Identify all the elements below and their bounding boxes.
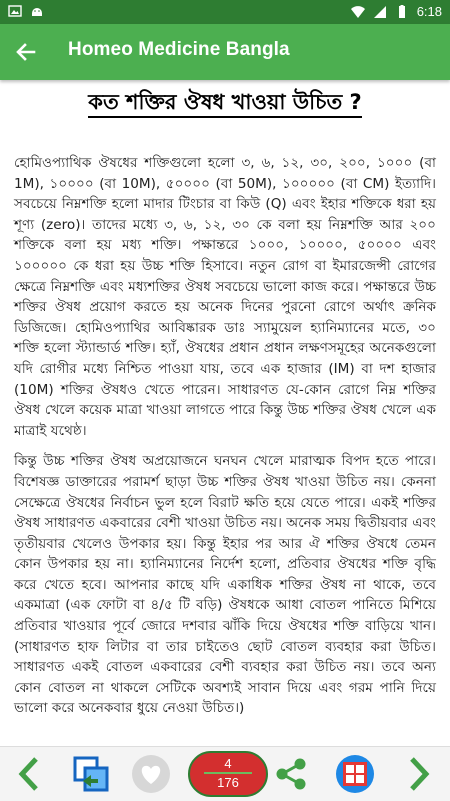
signal-icon [373, 5, 387, 19]
favorite-button[interactable] [130, 753, 172, 795]
share-icon [273, 756, 309, 792]
wifi-icon [351, 5, 365, 19]
total-page-count: 176 [217, 775, 239, 790]
app-title: Homeo Medicine Bangla [68, 39, 290, 60]
article-heading [0, 86, 450, 121]
status-time: 6:18 [416, 4, 442, 19]
bottom-toolbar [0, 746, 450, 801]
article-content[interactable] [0, 80, 450, 746]
app-bar [0, 24, 450, 80]
grid-menu-icon [334, 753, 376, 795]
battery-icon [395, 5, 409, 19]
heart-icon [130, 753, 172, 795]
share-button[interactable] [270, 753, 312, 795]
article-paragraph-1: হোমিওপ্যাথিক ঔষধের শক্তিগুলো হলো ৩, ৬, ১২, ৩০, ২০০, ১০০০ (বা 1M), ১০০০০ (বা 10M), ৫০০০০ (বা 50M), ১০০০০০ (বা CM) ইত্যাদি। সবচেয়ে নিম্নশক্তি হলো মাদার টিংচার বা কিউ (Q) এবং ইহার শক্তিকে ধরা হয় শূণ্য (zero)। তাদের মধ্যে ৩, ৬, ১২, ৩০ কে বলা হয় নিম্নশক্তি আর ২০০ শক্তিকে বলা হয় মধ্য শক্তি। পক্ষান্তরে ১০০০, ১০০০০, ৫০০০০ এবং ১০০০০০ কে ধরা হয় উচ্চ শক্তি হিসাবে। নতুন রোগ বা ইমারজেন্সী রোগের ক্ষেত্রে নিম্নশক্তি এবং মধ্যশক্তির ঔষধ সবচেয়ে ভালো কাজ করে। পক্ষান্তরে উচ্চ শক্তির ঔষধ প্রয়োগ করতে হয় অনেক দিনের পুরনো রোগে অর্থাৎ ক্রনিক ডিজিজে। হোমিওপ্যাথির আবিষ্কারক ডাঃ স্যামুয়েল হ্যানিম্যানের মতে, ৩০ শক্তি হলো স্ট্যান্ডার্ড শক্তি। হ্যাঁ, ঔষধের প্রধান প্রধান লক্ষণসমূহের অনেকগুলো যদি রোগীর মধ্যে নিশ্চিত পাওয়া যায়, তবে এক হাজার (IM) বা দশ হাজার (10M) শক্তির ঔষধও খেতে পারেন। সাধারণত যে-কোন রোগে নিম্ন শক্তির ঔষধ খেলে কয়েক মাত্রা খাওয়া লাগতে পারে কিন্তু উচ্চ শক্তির ঔষধ খেলে এক মাত্রাই যথেষ্ঠ। [14, 155, 436, 439]
menu-grid-button[interactable] [334, 753, 376, 795]
counter-divider [204, 772, 252, 774]
chevron-right-icon [404, 755, 434, 793]
chevron-left-icon [14, 755, 44, 793]
page-counter [188, 751, 268, 797]
copy-button[interactable] [70, 753, 112, 795]
previous-button[interactable] [8, 753, 50, 795]
article-paragraph-2: কিন্তু উচ্চ শক্তির ঔষধ অপ্রয়োজনে ঘনঘন খেলে মারাত্মক বিপদ হতে পারে। বিশেষজ্ঞ ডাক্তারের পরামর্শ ছাড়া উচ্চ শক্তির ঔষধ খাওয়া উচিত নয়। কেননা সেক্ষেত্রে ঔষধের নির্বাচন ভুল হলে বিরাট ক্ষতি হয়ে যেতে পারে। একই শক্তির ঔষধ সাধারণত একবারের বেশী খাওয়া উচিত নয়। অনেক সময় দ্বিতীয়বার এবং তৃতীয়বার খেলেও উপকার হয়। কিন্তু ইহার পর আর ঐ শক্তির ঔষধে তেমন কোন উপকার হয় না। হ্যানিম্যানের নির্দেশ হলো, প্রতিবার ঔষধের শক্তি বৃদ্ধি করে খেতে হবে। আপনার কাছে যদি একাধিক শক্তির ঔষধ না থাকে, তবে একমাত্রা (এক ফোটা বা ৪/৫ টি বড়ি) ঔষধকে আধা বোতল পানিতে মিশিয়ে প্রতিবার খাওয়ার পূর্বে জোরে দশবার ঝাঁকি দিয়ে ঔষধের শক্তি বাড়িয়ে খান। (সাধারণত হাফ লিটার বা তার চাইতেও ছোট বোতল ব্যবহার করা উচিত। সাধারণত একই বোতল একবারের বেশী ব্যবহার করা উচিত নয়। তবে অন্য কোন বোতল না থাকলে সেটিকে অবশ্যই সাবান দিয়ে এবং গরম পানি দিয়ে ভালো করে অনেকবার ধুয়ে নেওয়া উচিত।) [14, 453, 436, 717]
image-notification-icon [8, 4, 22, 18]
copy-icon [72, 755, 110, 793]
android-notification-icon [30, 4, 44, 18]
current-page-number: 4 [224, 756, 232, 771]
status-bar [0, 0, 450, 24]
next-button[interactable] [398, 753, 440, 795]
back-arrow-icon[interactable] [12, 38, 40, 66]
article-heading-text: কত শক্তির ঔষধ খাওয়া উচিত ? [88, 90, 361, 118]
